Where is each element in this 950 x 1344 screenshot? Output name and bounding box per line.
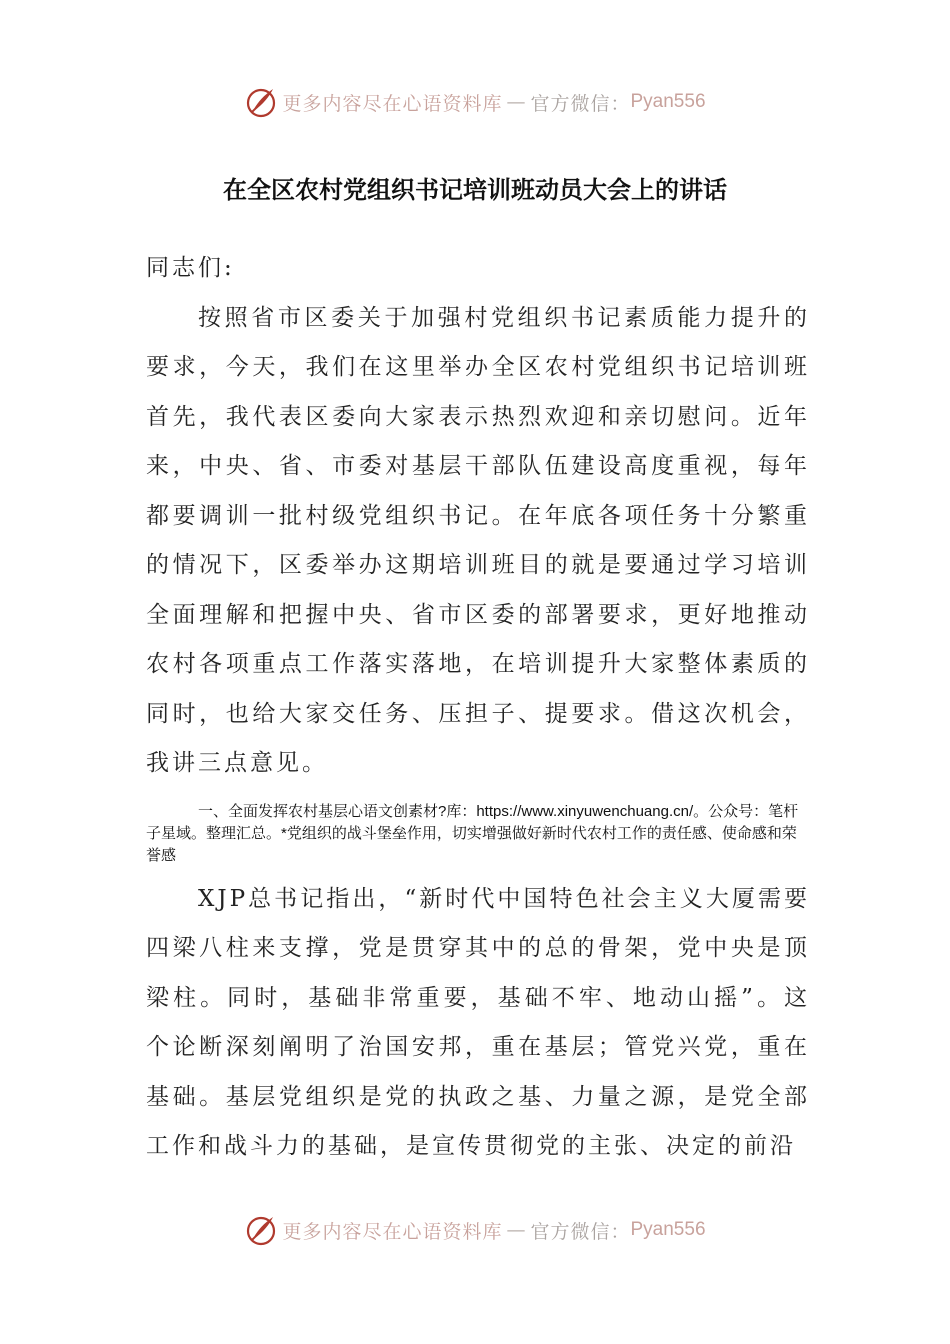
watermark-main-text: 更多内容尽在心语资料库 (282, 1220, 503, 1243)
watermark-main-text: 更多内容尽在心语资料库 (282, 92, 503, 115)
document-body (146, 244, 810, 1172)
section-1-heading: 一、全面发挥农村基层心语文创素材?库：https://www.xinyuwenchuang.cn/。公众号：笔杆子星域。整理汇总。*党组织的战斗堡垒作用，切实增强做好新时代农村工作的责任感、使命感和荣誉感 (146, 802, 799, 864)
watermark-label: 官方微信： (530, 92, 631, 115)
quill-logo-icon (244, 1213, 278, 1247)
watermark-handle: Pyan556 (630, 1219, 706, 1240)
watermark-label: 官方微信： (530, 1220, 631, 1243)
watermark-banner-bottom (0, 1210, 950, 1250)
watermark-separator: — (506, 1219, 527, 1241)
watermark-handle: Pyan556 (630, 91, 706, 112)
watermark-separator: — (506, 91, 527, 113)
paragraph-2: XJP总书记指出，“新时代中国特色社会主义大厦需要四梁八柱来支撑，党是贯穿其中的总的骨架，党中央是顶梁柱。同时，基础非常重要，基础不牢、地动山摇”。这个论断深刻阐明了治国安邦，重在基层；管党兴党，重在基础。基层党组织是党的执政之基、力量之源，是党全部工作和战斗力的基础，是宣传贯彻党的主张、决定的前沿 (146, 885, 810, 1159)
quill-logo-icon (244, 85, 278, 119)
salutation: 同志们: (146, 255, 235, 281)
paragraph-1: 按照省市区委关于加强村党组织书记素质能力提升的要求，今天，我们在这里举办全区农村党组织书记培训班首先，我代表区委向大家表示热烈欢迎和亲切慰问。近年来，中央、省、市委对基层干部队伍建设高度重视，每年都要调训一批村级党组织书记。在年底各项任务十分繁重的情况下，区委举办这期培训班目的就是要通过学习培训全面理解和把握中央、省市区委的部署要求，更好地推动农村各项重点工作落实落地，在培训提升大家整体素质的同时，也给大家交任务、压担子、提要求。借这次机会，我讲三点意见。 (146, 304, 810, 776)
watermark-banner-top (0, 82, 950, 122)
document-title: 在全区农村党组织书记培训班动员大会上的讲话 (223, 175, 727, 204)
